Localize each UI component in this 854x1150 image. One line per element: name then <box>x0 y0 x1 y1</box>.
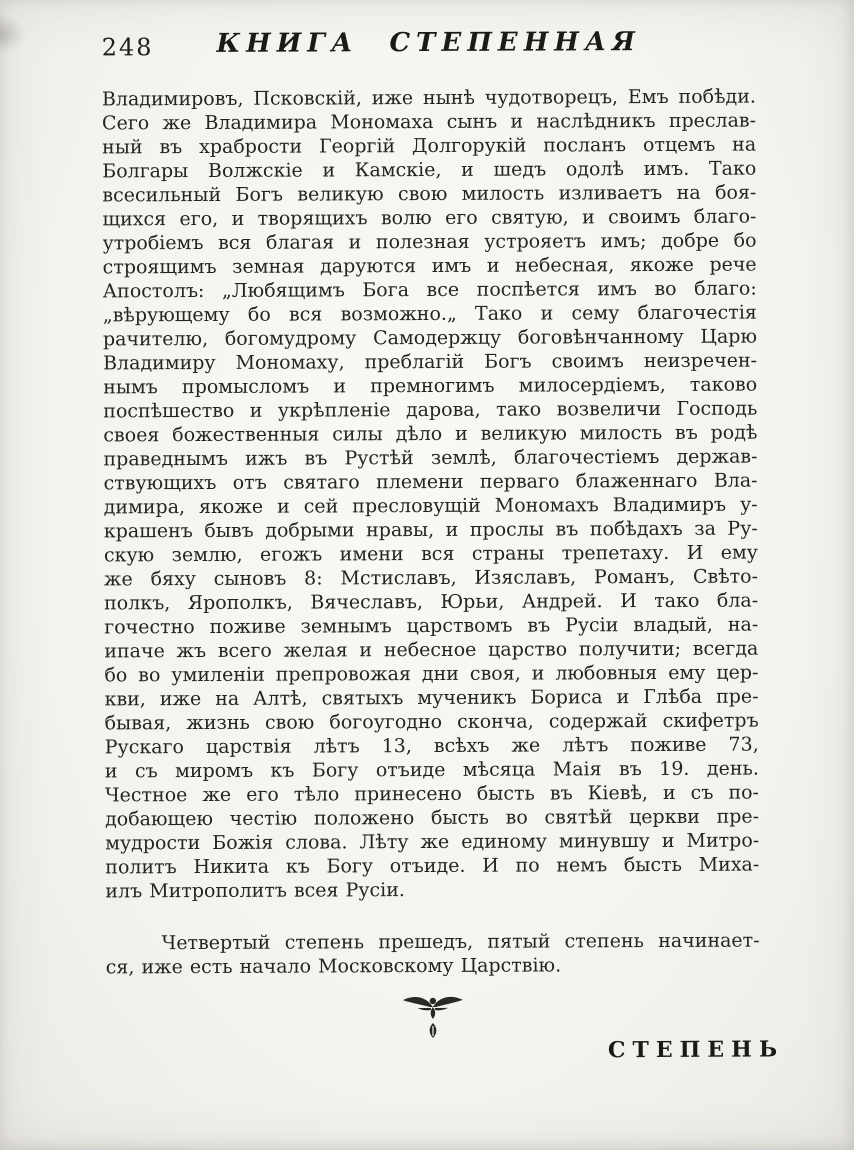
text-line: добающею честію положено бысть во святѣй церкви пре- <box>105 805 760 831</box>
text-line: Рускаго царствія лѣтъ 13, всѣхъ же лѣтъ поживе 73, <box>104 733 759 759</box>
text-line: Апостолъ: „Любящимъ Бога все поспѣется имъ во благо: <box>102 277 757 303</box>
text-line: бо во умиленіи препровожая дни своя, и любовныя ему цер- <box>104 661 759 687</box>
text-line: праведнымъ ижъ въ Рустѣй землѣ, благочестіемъ держав- <box>103 445 758 471</box>
text-line: ствующихъ отъ святаго племени перваго блаженнаго Вла- <box>103 469 758 495</box>
text-line: Болгары Волжскіе и Камскіе, и шедъ одолѣ имъ. Тако <box>102 157 757 183</box>
text-line: Владимиру Мономаху, преблагій Богъ своимъ неизречен- <box>103 349 758 375</box>
text-line: своея божественныя силы дѣло и великую милость въ родѣ <box>103 421 758 447</box>
catchword: СТЕПЕНЬ <box>607 1036 785 1064</box>
paragraph-main <box>102 85 760 904</box>
text-line: скую землю, егожъ имени вся страны трепетаху. И ему <box>103 541 758 567</box>
text-line: ипаче жъ всего желая и небесное царство получити; всегда <box>104 637 759 663</box>
text-line: утробіемъ вся благая и полезная устрояетъ имъ; добре бо <box>102 229 757 255</box>
text-line: же бяху сыновъ 8: Мстиславъ, Изяславъ, Романъ, Свѣто- <box>103 565 759 591</box>
text-line: Честное же его тѣло принесено бысть въ Кіевѣ, и съ по- <box>104 781 760 807</box>
page-header <box>102 27 756 66</box>
text-line: Владимировъ, Псковскій, иже нынѣ чудотворецъ, Емъ побѣди. <box>101 85 756 111</box>
text-line: Сего же Владимира Мономаха сынъ и наслѣдникъ преслав- <box>101 109 757 135</box>
text-line: и съ миромъ къ Богу отъиде мѣсяца Маія въ 19. день. <box>104 757 759 783</box>
text-line: поспѣшество и укрѣпленіе дарова, тако возвеличи Господь <box>103 397 758 423</box>
text-line: гочестно поживе земнымъ царствомъ въ Русіи владый, на- <box>104 613 759 639</box>
text-line: мудрости Божія слова. Лѣту же единому минувшу и Митро- <box>105 829 760 855</box>
page-number: 248 <box>101 33 154 62</box>
text-line: бывая, жизнь свою богоугодно сконча, содержай скифетръ <box>104 709 759 735</box>
running-title: КНИГА СТЕПЕННАЯ <box>216 27 641 59</box>
text-line: ся, иже есть начало Московскому Царствію. <box>105 954 562 979</box>
text-line: нымъ промысломъ и премногимъ милосердіемъ, таково <box>103 373 758 399</box>
text-line: кви, иже на Алтѣ, святыхъ мученикъ Бориса и Глѣба пре- <box>104 685 759 711</box>
text-line: крашенъ бывъ добрыми нравы, и прослы въ побѣдахъ за Ру- <box>103 517 758 543</box>
text-line: политъ Никита къ Богу отъиде. И по немъ бысть Миха- <box>105 853 760 879</box>
text-line: щихся его, и творящихъ волю его святую, и своимъ благо- <box>102 205 757 231</box>
text-line: всесильный Богъ великую свою милость изливаетъ на боя- <box>102 181 757 207</box>
text-line: Четвертый степень прешедъ, пятый степень начинает- <box>161 929 760 955</box>
body-text <box>102 85 760 980</box>
text-line: полкъ, Ярополкъ, Вячеславъ, Юрьи, Андрей. И тако бла- <box>104 589 759 615</box>
text-line: „вѣрующему бо вся возможно.„ Тако и сему благочестія <box>102 301 757 327</box>
text-line: димира, якоже и сей пресловущій Мономахъ Владимиръ у- <box>103 493 758 519</box>
text-line: илъ Митрополитъ всея Русіи. <box>105 879 405 903</box>
section-ornament <box>106 991 760 1040</box>
text-line: строящимъ земная даруются имъ и небесная, якоже рече <box>102 253 757 279</box>
paragraph-closing <box>106 929 760 980</box>
fleuron-icon <box>106 991 760 1022</box>
text-line: ный въ храбрости Георгій Долгорукій посланъ отцемъ на <box>102 133 757 159</box>
text-line: рачителю, богомудрому Самодержцу боговѣнчанному Царю <box>102 325 758 351</box>
